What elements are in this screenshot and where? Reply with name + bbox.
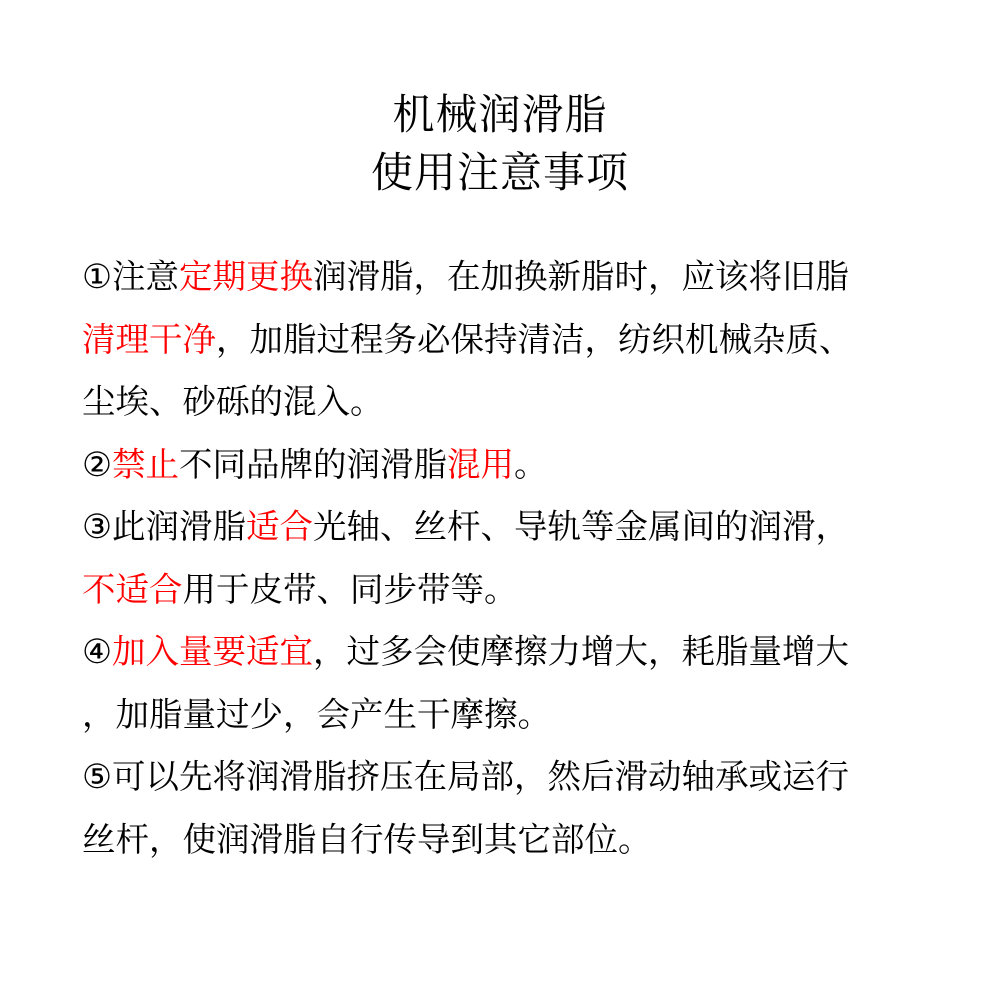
note-text: 光轴、丝杆、导轨等金属间的润滑， xyxy=(313,507,850,546)
note-text: ，过多会使摩擦力增大，耗脂量增大 xyxy=(313,632,850,671)
note-item xyxy=(82,757,922,859)
note-line xyxy=(82,257,922,296)
highlighted-text: 不适合 xyxy=(82,569,183,609)
note-line xyxy=(82,757,922,796)
note-item xyxy=(82,632,922,734)
note-text: 润滑脂，在加换新脂时，应该将旧脂 xyxy=(313,257,850,296)
highlighted-text: 清理干净 xyxy=(82,319,216,359)
note-item xyxy=(82,257,922,421)
note-item xyxy=(82,444,922,484)
page-title xyxy=(0,86,1000,202)
note-line xyxy=(82,819,922,859)
note-text: 不同品牌的润滑脂 xyxy=(179,444,448,484)
note-line xyxy=(82,319,922,359)
note-text: ⑤可以先将润滑脂挤压在局部，然后滑动轴承或运行 xyxy=(82,757,850,796)
note-line xyxy=(82,382,922,421)
note-text: ①注意 xyxy=(82,257,180,296)
note-line xyxy=(82,444,922,484)
note-line xyxy=(82,632,922,671)
highlighted-text: 混用 xyxy=(447,444,515,484)
note-text: ② xyxy=(82,444,113,484)
note-line xyxy=(82,694,922,734)
highlighted-text: 禁止 xyxy=(112,444,180,484)
note-text: 用于皮带、同步带等。 xyxy=(182,569,518,609)
note-line xyxy=(82,569,922,609)
highlighted-text: 定期更换 xyxy=(179,257,314,296)
note-text: ，加脂量过少，会产生干摩擦。 xyxy=(82,694,551,734)
note-text: 丝杆，使润滑脂自行传导到其它部位。 xyxy=(82,819,652,859)
highlighted-text: 加入量要适宜 xyxy=(112,632,314,671)
notes-list xyxy=(82,257,922,885)
note-line xyxy=(82,507,922,546)
note-text: 。 xyxy=(514,444,548,484)
note-text: ④ xyxy=(82,632,113,671)
note-text: ，加脂过程务必保持清洁，纺织机械杂质、 xyxy=(216,319,853,359)
note-text: 尘埃、砂砾的混入。 xyxy=(82,382,384,421)
note-item xyxy=(82,507,922,609)
note-text: ③此润滑脂 xyxy=(82,507,247,546)
highlighted-text: 适合 xyxy=(246,507,314,546)
title-line-2: 使用注意事项 xyxy=(370,148,629,197)
title-line-1: 机械润滑脂 xyxy=(392,90,608,139)
